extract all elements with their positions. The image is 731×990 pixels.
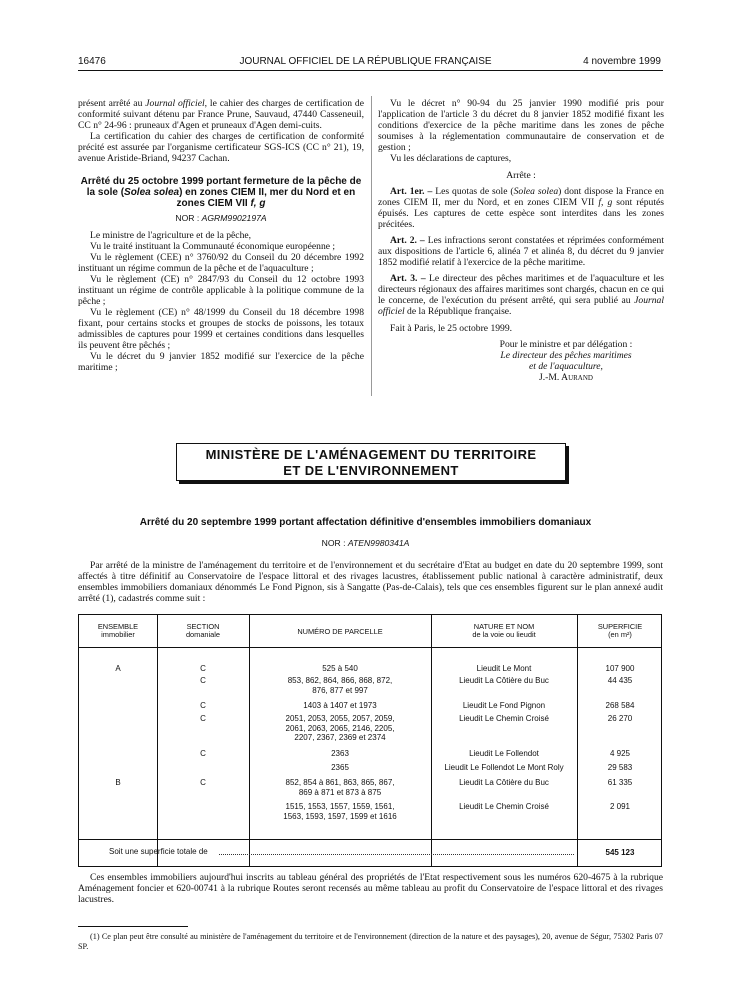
visa-decree-1852: Vu le décret du 9 janvier 1852 modifié sur l'exercice de la pêche maritime ; <box>78 351 364 373</box>
visa-reg-3760: Vu le règlement (CEE) n° 3760/92 du Conseil du 20 décembre 1992 instituant un régime commun de la pêche et de l'aquaculture ; <box>78 252 364 274</box>
cell-parcelle: 2365 <box>331 763 349 772</box>
arrete-heading: Arrête : <box>506 170 536 181</box>
footnote: (1) Ce plan peut être consulté au ministère de l'aménagement du territoire et de l'environnement (direction de la nature et des paysages), 20, avenue de Ségur, 75302 Paris 07 SP. <box>78 932 663 951</box>
table-header-rule <box>79 647 661 648</box>
nor-reference: NOR : AGRM9902197A <box>175 213 267 223</box>
right-column <box>378 98 664 383</box>
cell-nature: Lieudit Le Follendot Le Mont Roly <box>444 763 564 772</box>
cell-superficie: 61 335 <box>607 778 633 787</box>
header-rule <box>78 70 663 71</box>
signature-name: J.-M. Aurand <box>539 372 593 383</box>
cell-nature: Lieudit Le Chemin Croisé <box>459 714 549 723</box>
cell-ensemble: B <box>115 778 121 787</box>
th-section: SECTION domaniale <box>185 622 221 639</box>
closing-paragraph: Ces ensembles immobiliers aujourd'hui inscrits au tableau général des propriétés de l'Etat respectivement sous les numéros 620-4675 à la rubrique Aménagement foncier et 620-00741 à la rubrique Routes seront recensés au même tableau au profit du Conservatoire de l'espace littoral et des rivages lacustres. <box>78 872 663 905</box>
parcel-table <box>78 614 662 867</box>
cell-superficie: 268 584 <box>605 701 635 710</box>
cell-superficie: 2 091 <box>609 802 631 811</box>
article-2: Art. 2. – Les infractions seront constatées et réprimées conformément aux dispositions de l'article 6, alinéa 7 et alinéa 8, du décret du 9 janvier 1852 modifié relatif à l'exercice de la pêche maritime. <box>378 235 664 268</box>
column-divider <box>371 96 372 396</box>
paragraph-certification-body: La certification du cahier des charges de certification de conformité précité est assurée par l'organisme certificateur SGS-ICS (CC n° 21), 19, avenue Aristide-Briand, 94237 Cachan. <box>78 131 364 164</box>
signature-title-2: et de l'aquaculture, <box>529 361 603 372</box>
visa-minister: Le ministre de l'agriculture et de la pêche, <box>90 230 252 241</box>
visa-declarations: Vu les déclarations de captures, <box>390 153 512 164</box>
cell-section: C <box>200 676 206 685</box>
cell-parcelle: 1515, 1553, 1557, 1559, 1561, 1563, 1593, 1597, 1599 et 1616 <box>283 802 397 821</box>
footnote-rule <box>78 926 188 927</box>
visa-decree-90-94: Vu le décret n° 90-94 du 25 janvier 1990 modifié pris pour l'application de l'article 3 du décret du 8 janvier 1852 modifié fixant les conditions d'exercice de la pêche maritime dans les zones de pêche soumises à la réglementation communautaire de conservation et de gestion ; <box>378 98 664 153</box>
cell-nature: Lieudit Le Follendot <box>469 749 539 758</box>
cell-parcelle: 2363 <box>331 749 349 758</box>
cell-parcelle: 525 à 540 <box>322 664 358 673</box>
done-at: Fait à Paris, le 25 octobre 1999. <box>390 323 513 334</box>
table-col-rule <box>431 615 432 866</box>
th-ensemble: ENSEMBLE immobilier <box>97 622 139 639</box>
ministry-line-2: ET DE L'ENVIRONNEMENT <box>283 463 459 478</box>
arrete-2-intro: Par arrêté de la ministre de l'aménagement du territoire et de l'environnement et du secrétaire d'Etat au budget en date du 20 septembre 1999, sont affectés à titre définitif au Conservatoire de l'espace littoral et des rivages lacustres, établissement public national à caractère administratif, deux ensembles immobiliers domaniaux dénommés Le Fond Pignon, sis à Sangatte (Pas-de-Calais), tels que ces ensembles figurent sur le plan annexé audit arrêté (1), cadastrés comme suit : <box>78 560 663 604</box>
page-number: 16476 <box>78 56 106 67</box>
cell-section: C <box>200 749 206 758</box>
cell-parcelle: 852, 854 à 861, 863, 865, 867, 869 à 871 et 873 à 875 <box>285 778 395 797</box>
article-1: Art. 1er. – Les quotas de sole (Solea solea) dont dispose la France en zones CIEM II, mer du Nord, et en zones CIEM VII f, g sont réputés épuisés. Les captures de cette espèce sont interdites dans les zones précitées. <box>378 186 665 230</box>
issue-date: 4 novembre 1999 <box>583 56 661 67</box>
visa-treaty: Vu le traité instituant la Communauté économique européenne ; <box>90 241 336 252</box>
visa-reg-48: Vu le règlement (CE) n° 48/1999 du Conseil du 18 décembre 1998 fixant, pour certains stocks et groupes de stocks de poissons, les totaux admissibles de captures pour 1999 et certaines conditions dans lesquelles ils peuvent être pêchés ; <box>78 307 364 351</box>
signature-delegation: Pour le ministre et par délégation : <box>499 339 633 350</box>
ministry-heading-box <box>176 443 566 481</box>
cell-section: C <box>200 701 206 710</box>
arrete-title: Arrêté du 25 octobre 1999 portant fermeture de la pêche de la sole (Solea solea) en zones CIEM II, mer du Nord et en zones CIEM VII f, g <box>80 176 362 209</box>
total-leader-dots <box>219 854 574 855</box>
cell-nature: Lieudit La Côtière du Buc <box>459 778 549 787</box>
cell-parcelle: 1403 à 1407 et 1973 <box>303 701 377 710</box>
table-col-rule <box>577 615 578 866</box>
th-superficie: SUPERFICIE (en m²) <box>597 622 643 639</box>
cell-nature: Lieudit Le Mont <box>476 664 532 673</box>
total-label: Soit une superficie totale de <box>109 847 208 856</box>
table-total-rule <box>79 839 661 840</box>
journal-title: JOURNAL OFFICIEL DE LA RÉPUBLIQUE FRANÇAISE <box>239 56 492 67</box>
cell-superficie: 4 925 <box>609 749 631 758</box>
visa-reg-2847: Vu le règlement (CE) n° 2847/93 du Conseil du 12 octobre 1993 instituant un régime de contrôle applicable à la politique commune de la pêche ; <box>78 274 364 307</box>
table-col-rule <box>157 615 158 866</box>
cell-parcelle: 853, 862, 864, 866, 868, 872, 876, 877 et 997 <box>287 676 393 695</box>
cell-superficie: 107 900 <box>605 664 635 673</box>
cell-superficie: 44 435 <box>607 676 633 685</box>
article-3: Art. 3. – Le directeur des pêches maritimes et de l'aquaculture et les directeurs régionaux des affaires maritimes sont chargés, chacun en ce qui le concerne, de l'exécution du présent arrêté, qui sera publié au Journal officiel de la République française. <box>378 273 664 317</box>
arrete-2-nor: NOR : ATEN9980341A <box>321 538 410 548</box>
cell-ensemble: A <box>115 664 121 673</box>
cell-superficie: 29 583 <box>607 763 633 772</box>
arrete-2-title: Arrêté du 20 septembre 1999 portant affectation définitive d'ensembles immobiliers domaniaux <box>139 517 592 528</box>
cell-section: C <box>200 664 206 673</box>
cell-nature: Lieudit Le Chemin Croisé <box>459 802 549 811</box>
paragraph-certification: présent arrêté au Journal officiel, le cahier des charges de certification de conformité suivant détenu par France Prune, Sauvaud, 47440 Casseneuil, CC n° 24-96 : pruneaux d'Agen et pruneaux d'Agen demi-cuits. <box>78 98 364 131</box>
left-column <box>78 98 364 373</box>
cell-section: C <box>200 778 206 787</box>
cell-parcelle: 2051, 2053, 2055, 2057, 2059, 2061, 2063, 2065, 2146, 2205, 2207, 2367, 2369 et 2374 <box>285 714 395 742</box>
cell-nature: Lieudit Le Fond Pignon <box>462 701 546 710</box>
th-nature: NATURE ET NOM de la voie ou lieudit <box>472 622 536 639</box>
cell-section: C <box>200 714 206 723</box>
cell-superficie: 26 270 <box>607 714 633 723</box>
total-value: 545 123 <box>605 848 635 857</box>
ministry-line-1: MINISTÈRE DE L'AMÉNAGEMENT DU TERRITOIRE <box>205 447 537 462</box>
th-parcelle: NUMÉRO DE PARCELLE <box>297 627 383 636</box>
cell-nature: Lieudit La Côtière du Buc <box>459 676 549 685</box>
signature-title-1: Le directeur des pêches maritimes <box>500 350 632 361</box>
